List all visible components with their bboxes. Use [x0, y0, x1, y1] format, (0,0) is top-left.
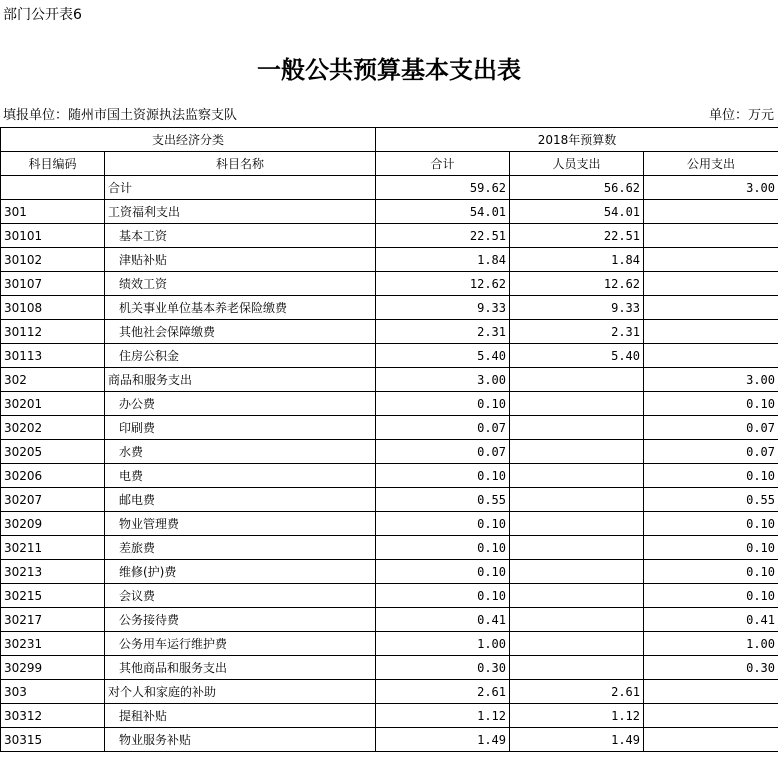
header-subject-code: 科目编码: [1, 152, 105, 176]
subject-code-cell: 303: [1, 680, 105, 704]
subject-code-cell: 302: [1, 368, 105, 392]
table-row: [1, 296, 778, 320]
subject-name-cell: 电费: [105, 464, 376, 488]
personnel-cell: [510, 392, 644, 416]
subject-name-cell: 其他商品和服务支出: [105, 656, 376, 680]
table-row: [1, 272, 778, 296]
personnel-cell: 1.84: [510, 248, 644, 272]
table-row: [1, 440, 778, 464]
subject-code-cell: 30112: [1, 320, 105, 344]
total-cell: 2.31: [376, 320, 510, 344]
total-cell: 3.00: [376, 368, 510, 392]
subject-code-cell: 30202: [1, 416, 105, 440]
total-cell: 1.84: [376, 248, 510, 272]
subject-name-cell: 基本工资: [105, 224, 376, 248]
subject-code-cell: 30207: [1, 488, 105, 512]
personnel-cell: [510, 560, 644, 584]
subject-code-cell: 30107: [1, 272, 105, 296]
total-cell: 12.62: [376, 272, 510, 296]
subject-code-cell: 30215: [1, 584, 105, 608]
personnel-cell: [510, 512, 644, 536]
public-cell: 0.07: [644, 440, 778, 464]
subject-code-cell: 30209: [1, 512, 105, 536]
personnel-cell: 5.40: [510, 344, 644, 368]
total-cell: 0.07: [376, 440, 510, 464]
document-label: 部门公开表6: [3, 7, 82, 23]
total-cell: 0.07: [376, 416, 510, 440]
total-cell: 54.01: [376, 200, 510, 224]
public-cell: 0.07: [644, 416, 778, 440]
subject-code-cell: 30113: [1, 344, 105, 368]
subject-code-cell: 30299: [1, 656, 105, 680]
subject-name-cell: 维修(护)费: [105, 560, 376, 584]
table-row: [1, 344, 778, 368]
public-cell: [644, 200, 778, 224]
total-cell: 0.30: [376, 656, 510, 680]
subject-name-cell: 印刷费: [105, 416, 376, 440]
public-cell: 0.10: [644, 464, 778, 488]
public-cell: 0.30: [644, 656, 778, 680]
personnel-cell: [510, 440, 644, 464]
subject-name-cell: 其他社会保障缴费: [105, 320, 376, 344]
table-row: [1, 560, 778, 584]
subject-name-cell: 提租补贴: [105, 704, 376, 728]
subject-code-cell: 30213: [1, 560, 105, 584]
public-cell: [644, 224, 778, 248]
total-cell: 1.49: [376, 728, 510, 752]
total-cell: 1.00: [376, 632, 510, 656]
subject-name-cell: 会议费: [105, 584, 376, 608]
public-cell: 0.10: [644, 536, 778, 560]
personnel-cell: 54.01: [510, 200, 644, 224]
personnel-cell: 12.62: [510, 272, 644, 296]
table-row: [1, 728, 778, 752]
header-group-row: [1, 128, 778, 152]
subject-code-cell: 30211: [1, 536, 105, 560]
public-cell: [644, 344, 778, 368]
subject-name-cell: 商品和服务支出: [105, 368, 376, 392]
subject-name-cell: 津贴补贴: [105, 248, 376, 272]
subject-code-cell: 30205: [1, 440, 105, 464]
personnel-cell: [510, 536, 644, 560]
public-cell: 0.10: [644, 560, 778, 584]
total-cell: 0.41: [376, 608, 510, 632]
table-row: [1, 656, 778, 680]
subject-name-cell: 绩效工资: [105, 272, 376, 296]
personnel-cell: 2.31: [510, 320, 644, 344]
subject-name-cell: 公务用车运行维护费: [105, 632, 376, 656]
personnel-cell: [510, 464, 644, 488]
table-row: [1, 320, 778, 344]
header-public: 公用支出: [644, 152, 778, 176]
personnel-cell: 1.49: [510, 728, 644, 752]
subject-name-cell: 水费: [105, 440, 376, 464]
public-cell: [644, 680, 778, 704]
subject-code-cell: 30231: [1, 632, 105, 656]
table-row: [1, 176, 778, 200]
total-cell: 22.51: [376, 224, 510, 248]
public-cell: [644, 704, 778, 728]
public-cell: 0.10: [644, 392, 778, 416]
subject-code-cell: 30315: [1, 728, 105, 752]
total-cell: 59.62: [376, 176, 510, 200]
total-cell: 0.10: [376, 512, 510, 536]
subject-code-cell: 30217: [1, 608, 105, 632]
personnel-cell: [510, 632, 644, 656]
subject-name-cell: 物业管理费: [105, 512, 376, 536]
table-row: [1, 680, 778, 704]
table-body: [1, 176, 778, 752]
total-cell: 2.61: [376, 680, 510, 704]
subject-name-cell: 差旅费: [105, 536, 376, 560]
table-row: [1, 488, 778, 512]
page-title: 一般公共预算基本支出表: [257, 55, 521, 84]
total-cell: 5.40: [376, 344, 510, 368]
table-row: [1, 200, 778, 224]
subject-code-cell: 30108: [1, 296, 105, 320]
subject-name-cell: 公务接待费: [105, 608, 376, 632]
unit-of-measure: 单位：万元: [708, 108, 774, 123]
public-cell: [644, 272, 778, 296]
header-column-row: [1, 152, 778, 176]
table-row: [1, 704, 778, 728]
total-cell: 0.10: [376, 392, 510, 416]
table-row: [1, 248, 778, 272]
personnel-cell: 1.12: [510, 704, 644, 728]
total-cell: 0.10: [376, 536, 510, 560]
total-cell: 0.10: [376, 464, 510, 488]
total-cell: 1.12: [376, 704, 510, 728]
header-subject-name: 科目名称: [105, 152, 376, 176]
personnel-cell: [510, 368, 644, 392]
subject-name-cell: 邮电费: [105, 488, 376, 512]
public-cell: 0.41: [644, 608, 778, 632]
table-row: [1, 416, 778, 440]
personnel-cell: [510, 608, 644, 632]
table-row: [1, 368, 778, 392]
personnel-cell: 56.62: [510, 176, 644, 200]
public-cell: 0.10: [644, 584, 778, 608]
header-budget-year: 2018年预算数: [376, 128, 778, 152]
personnel-cell: 9.33: [510, 296, 644, 320]
table-row: [1, 512, 778, 536]
public-cell: [644, 296, 778, 320]
public-cell: 1.00: [644, 632, 778, 656]
subject-name-cell: 工资福利支出: [105, 200, 376, 224]
subject-name-cell: 合计: [105, 176, 376, 200]
subject-code-cell: 30101: [1, 224, 105, 248]
total-cell: 9.33: [376, 296, 510, 320]
public-cell: [644, 248, 778, 272]
header-personnel: 人员支出: [510, 152, 644, 176]
table-row: [1, 536, 778, 560]
subject-name-cell: 机关事业单位基本养老保险缴费: [105, 296, 376, 320]
subject-name-cell: 住房公积金: [105, 344, 376, 368]
subject-code-cell: 30201: [1, 392, 105, 416]
public-cell: 0.55: [644, 488, 778, 512]
table-row: [1, 464, 778, 488]
subject-code-cell: 301: [1, 200, 105, 224]
table-row: [1, 224, 778, 248]
personnel-cell: [510, 584, 644, 608]
budget-table: [0, 127, 778, 752]
header-total: 合计: [376, 152, 510, 176]
total-cell: 0.10: [376, 584, 510, 608]
table-row: [1, 584, 778, 608]
subject-name-cell: 物业服务补贴: [105, 728, 376, 752]
public-cell: [644, 320, 778, 344]
subject-code-cell: 30312: [1, 704, 105, 728]
subject-code-cell: 30206: [1, 464, 105, 488]
total-cell: 0.55: [376, 488, 510, 512]
personnel-cell: 22.51: [510, 224, 644, 248]
public-cell: 3.00: [644, 368, 778, 392]
personnel-cell: [510, 416, 644, 440]
table-row: [1, 632, 778, 656]
subject-code-cell: [1, 176, 105, 200]
personnel-cell: [510, 488, 644, 512]
table-row: [1, 392, 778, 416]
subject-name-cell: 办公费: [105, 392, 376, 416]
total-cell: 0.10: [376, 560, 510, 584]
public-cell: [644, 728, 778, 752]
public-cell: 0.10: [644, 512, 778, 536]
subject-code-cell: 30102: [1, 248, 105, 272]
filing-unit: 填报单位：随州市国土资源执法监察支队: [3, 108, 238, 123]
personnel-cell: [510, 656, 644, 680]
header-economic-classification: 支出经济分类: [1, 128, 376, 152]
public-cell: 3.00: [644, 176, 778, 200]
personnel-cell: 2.61: [510, 680, 644, 704]
table-row: [1, 608, 778, 632]
subject-name-cell: 对个人和家庭的补助: [105, 680, 376, 704]
